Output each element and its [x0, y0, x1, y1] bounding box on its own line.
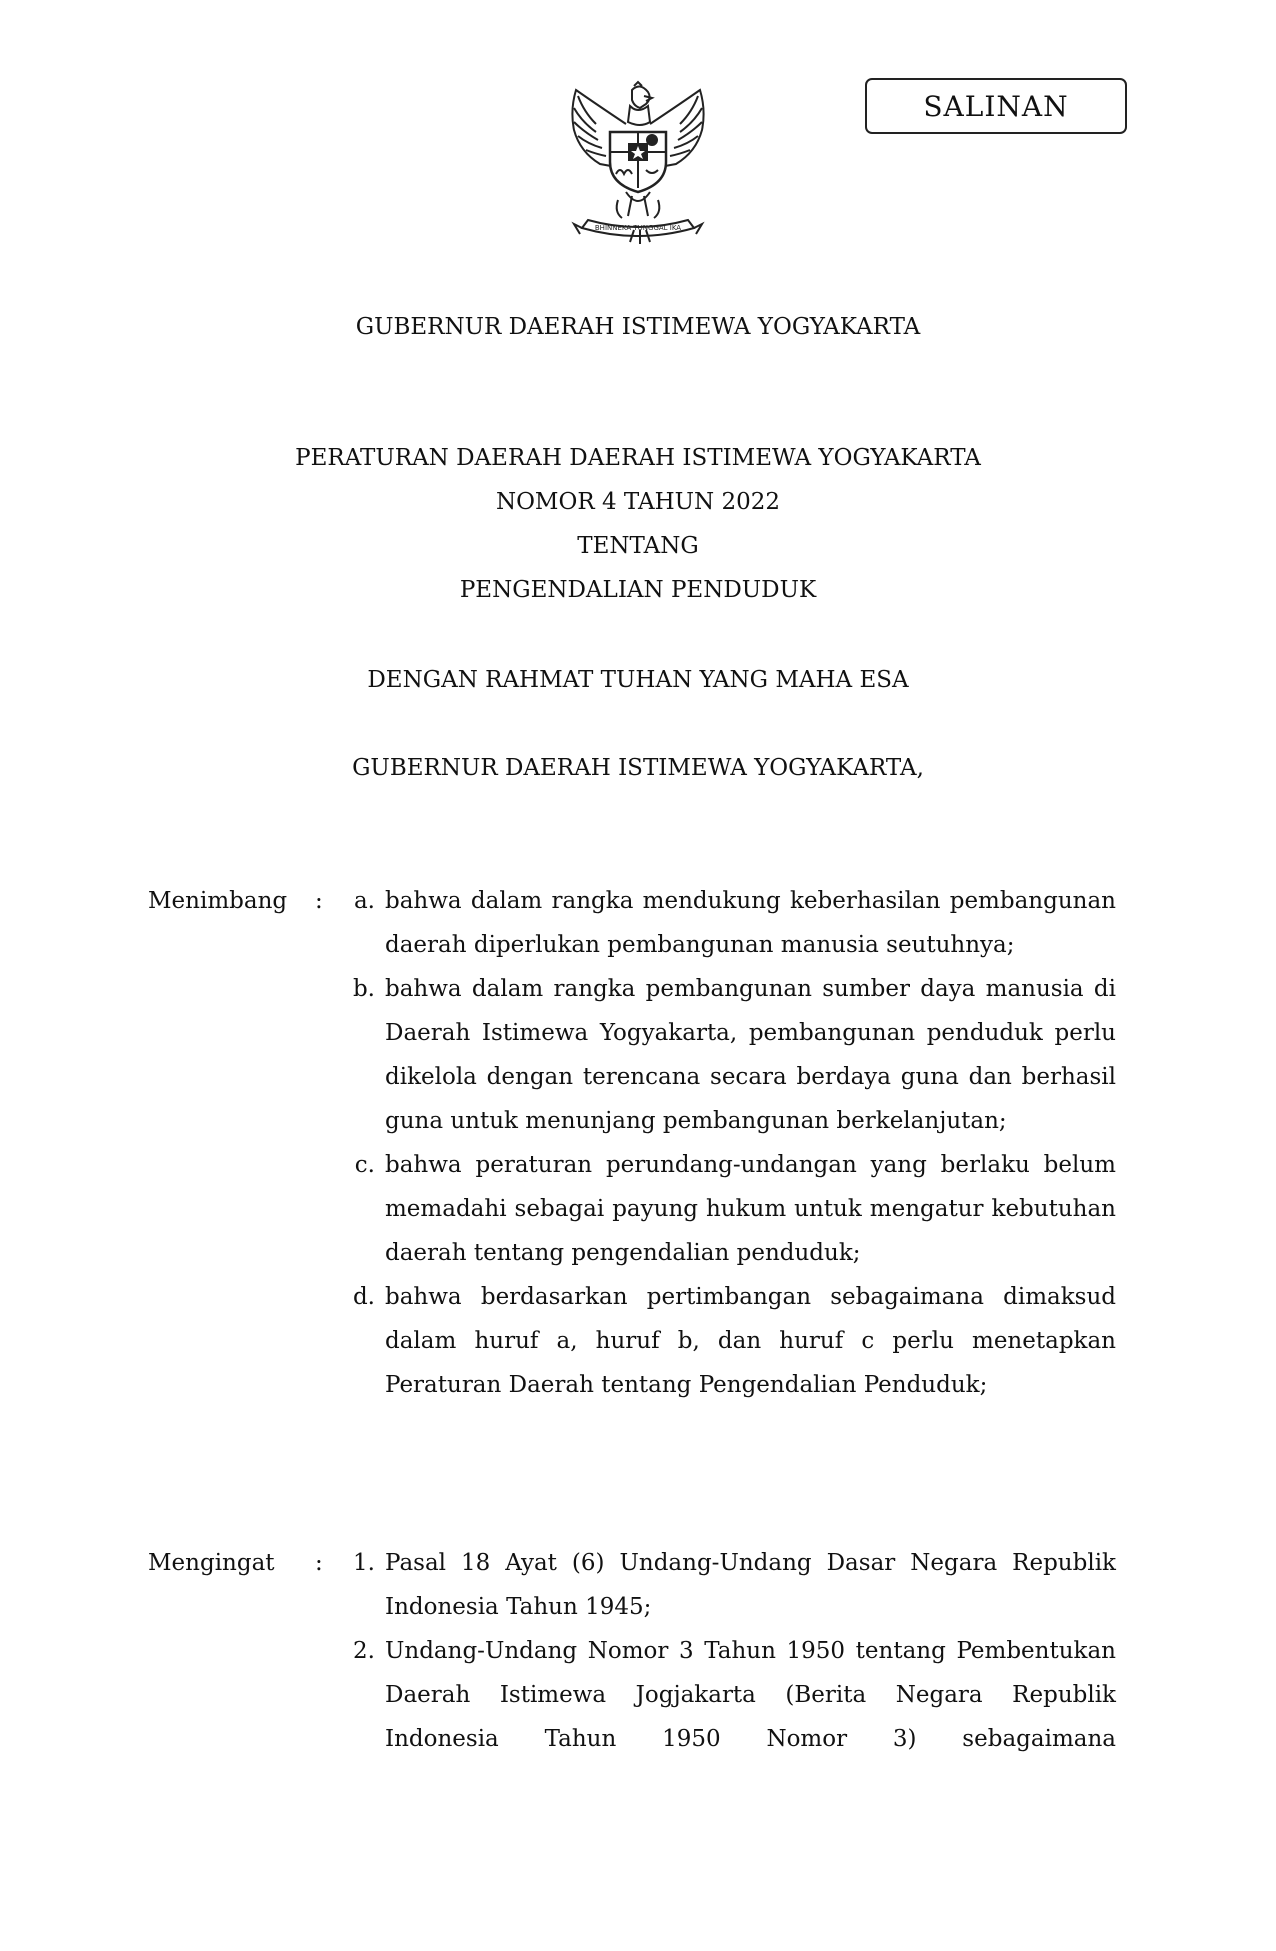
item-marker: b.	[352, 976, 375, 1002]
salinan-stamp	[865, 78, 1127, 134]
item-text: Undang-Undang Nomor 3 Tahun 1950 tentang Pembentukan Daerah Istimewa Jogjakarta (Berita Negara Republik Indonesia Tahun 1950 Nomor 3) sebagaimana	[385, 1638, 1116, 1752]
salinan-label: SALINAN	[923, 89, 1069, 123]
invocation: DENGAN RAHMAT TUHAN YANG MAHA ESA	[367, 667, 909, 693]
item-marker: 1.	[353, 1550, 375, 1576]
regulation-tentang: TENTANG	[577, 533, 699, 559]
item-text: bahwa berdasarkan pertimbangan sebagaimana dimaksud dalam huruf a, huruf b, dan huruf c perlu menetapkan Peraturan Daerah tentang Pengendalian Penduduk;	[385, 1284, 1116, 1398]
list-item	[330, 1275, 1116, 1407]
emblem-motto: BHINNEKA TUNGGAL IKA	[594, 224, 682, 232]
mengingat-colon: :	[315, 1550, 323, 1576]
item-text: bahwa dalam rangka pembangunan sumber daya manusia di Daerah Istimewa Yogyakarta, pembangunan penduduk perlu dikelola dengan terencana secara berdaya guna dan berhasil guna untuk menunjang pembangunan berkelanjutan;	[385, 976, 1116, 1134]
mengingat-label: Mengingat	[148, 1550, 275, 1576]
item-marker: a.	[353, 888, 375, 914]
list-item	[330, 1143, 1116, 1275]
list-item	[330, 1629, 1116, 1761]
item-text: Pasal 18 Ayat (6) Undang-Undang Dasar Negara Republik Indonesia Tahun 1945;	[385, 1550, 1116, 1620]
regulation-number: NOMOR 4 TAHUN 2022	[495, 489, 781, 515]
authority-heading: GUBERNUR DAERAH ISTIMEWA YOGYAKARTA,	[352, 755, 924, 781]
item-text: bahwa dalam rangka mendukung keberhasilan pembangunan daerah diperlukan pembangunan manusia seutuhnya;	[385, 888, 1116, 958]
menimbang-colon: :	[315, 888, 323, 914]
item-text: bahwa peraturan perundang-undangan yang berlaku belum memadahi sebagai payung hukum untuk mengatur kebutuhan daerah tentang pengendalian penduduk;	[385, 1152, 1116, 1266]
item-marker: d.	[352, 1284, 375, 1310]
item-marker: c.	[354, 1152, 375, 1178]
issuer-heading: GUBERNUR DAERAH ISTIMEWA YOGYAKARTA	[355, 314, 921, 340]
regulation-subject: PENGENDALIAN PENDUDUK	[459, 577, 817, 603]
regulation-title-line1: PERATURAN DAERAH DAERAH ISTIMEWA YOGYAKARTA	[295, 445, 981, 471]
garuda-pancasila-emblem-icon	[548, 80, 728, 248]
list-item	[330, 967, 1116, 1143]
mengingat-list	[330, 1541, 1116, 1761]
list-item	[330, 1541, 1116, 1629]
list-item	[330, 879, 1116, 967]
menimbang-label: Menimbang	[148, 888, 288, 914]
menimbang-list	[330, 879, 1116, 1407]
item-marker: 2.	[353, 1638, 375, 1664]
